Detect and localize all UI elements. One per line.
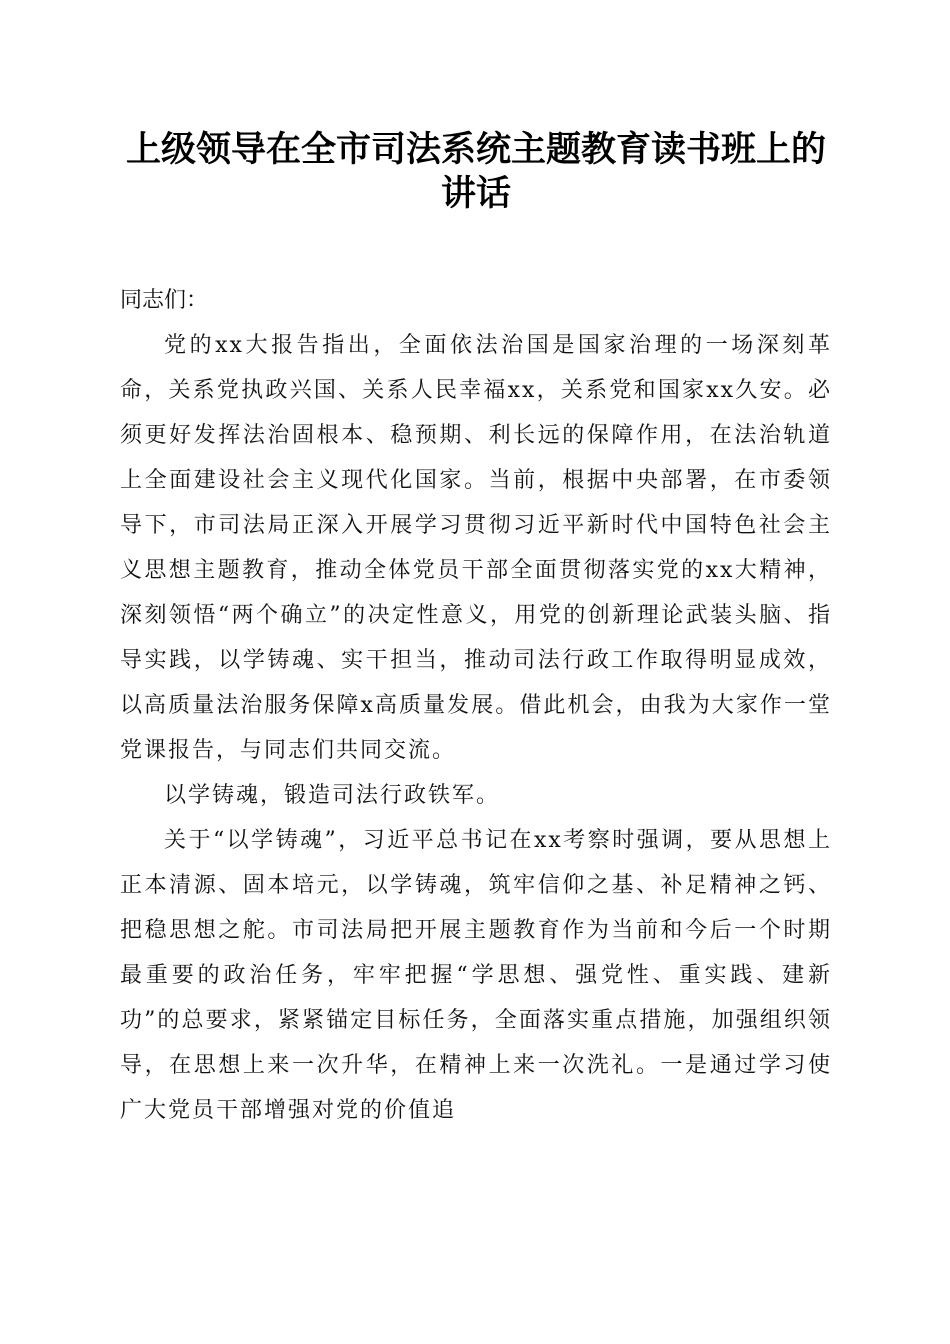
paragraph-intro: 党的xx大报告指出，全面依法治国是国家治理的一场深刻革命，关系党执政兴国、关系人民幸福xx，关系党和国家xx久安。必须更好发挥法治固根本、稳预期、利长远的保障作用，在法治轨道上全面建设社会主义现代化国家。当前，根据中央部署，在市委领导下，市司法局正深入开展学习贯彻习近平新时代中国特色社会主义思想主题教育，推动全体党员干部全面贯彻落实党的xx大精神，深刻领悟“两个确立”的决定性意义，用党的创新理论武装头脑、指导实践，以学铸魂、实干担当，推动司法行政工作取得明显成效，以高质量法治服务保障x高质量发展。借此机会，由我为大家作一堂党课报告，与同志们共同交流。 — [120, 333, 832, 763]
document-page — [120, 128, 832, 1133]
paragraph-section: 关于“以学铸魂”，习近平总书记在xx考察时强调，要从思想上正本清源、固本培元，以学铸魂，筑牢信仰之基、补足精神之钙、把稳思想之舵。市司法局把开展主题教育作为当前和今后一个时期最重要的政治任务，牢牢把握“学思想、强党性、重实践、建新功”的总要求，紧紧锚定目标任务，全面落实重点措施，加强组织领导，在思想上来一次升华，在精神上来一次洗礼。一是通过学习使广大党员干部增强对党的价值追 — [120, 828, 832, 1123]
document-title: 上级领导在全市司法系统主题教育读书班上的讲话 — [125, 129, 826, 214]
section-heading: 以学铸魂，锻造司法行政铁军。 — [164, 783, 501, 808]
document-body — [120, 278, 832, 1133]
salutation: 同志们： — [120, 288, 209, 313]
